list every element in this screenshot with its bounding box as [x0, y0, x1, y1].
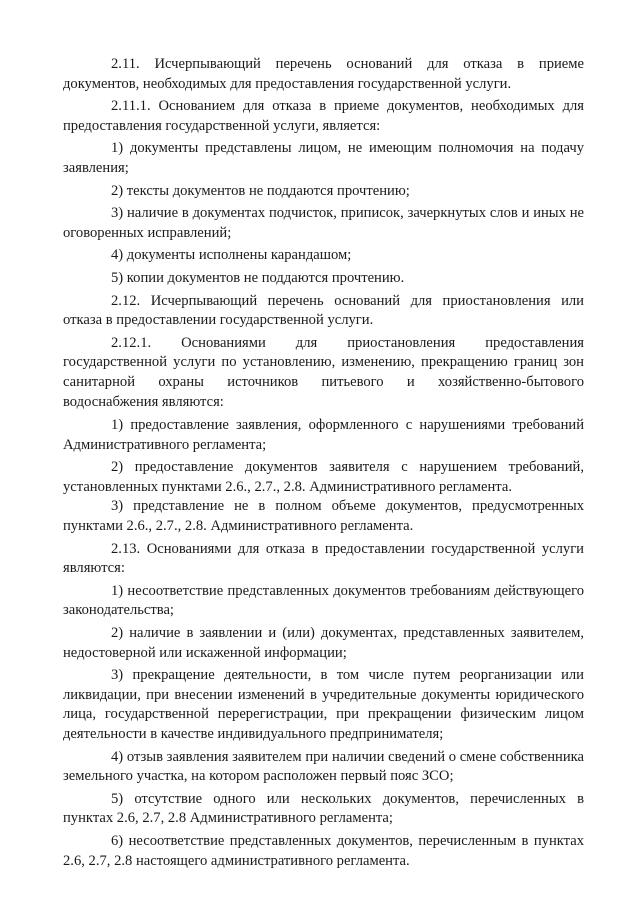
list-item-2-13-6: 6) несоответствие представленных документов, перечисленным в пунктах 2.6, 2.7, 2.8 настоящего административного регламента.: [63, 832, 584, 869]
section-2-13: 2.13. Основаниями для отказа в предоставлении государственной услуги являются:: [63, 540, 584, 577]
section-2-12: 2.12. Исчерпывающий перечень оснований для приостановления или отказа в предоставлении государственной услуги.: [63, 292, 584, 329]
list-item-2-11-1-4: 4) документы исполнены карандашом;: [111, 247, 352, 264]
list-item-2-11-1-5: 5) копии документов не поддаются прочтению.: [111, 269, 405, 286]
list-item-2-13-4: 4) отзыв заявления заявителем при наличии сведений о смене собственника земельного участка, на котором расположен первый пояс ЗСО;: [63, 748, 584, 785]
list-item-2-13-3: 3) прекращение деятельности, в том числе путем реорганизации или ликвидации, при внесении изменений в учредительные документы юридического лица, государственной перерегистрации, при прекращении физическим лицом деятельности в качестве индивидуального предпринимателя;: [63, 667, 584, 742]
list-item-2-13-1: 1) несоответствие представленных документов требованиям действующего законодательства;: [63, 582, 584, 619]
list-item-2-13-2: 2) наличие в заявлении и (или) документах, представленных заявителем, недостоверной или искаженной информации;: [63, 625, 584, 661]
list-item-2-11-1-2: 2) тексты документов не поддаются прочтению;: [111, 182, 410, 199]
section-2-11: 2.11. Исчерпывающий перечень оснований для отказа в приеме документов, необходимых для предоставления государственной услуги.: [63, 56, 584, 92]
list-item-2-13-5: 5) отсутствие одного или нескольких документов, перечисленных в пунктах 2.6, 2.7, 2.8 Административного регламента;: [63, 790, 584, 827]
list-item-2-12-1-1: 1) предоставление заявления, оформленного с нарушениями требований Административного регламента;: [63, 417, 584, 453]
list-item-2-11-1-1: 1) документы представлены лицом, не имеющим полномочия на подачу заявления;: [63, 140, 584, 176]
section-2-11-1: 2.11.1. Основанием для отказа в приеме документов, необходимых для предоставления государственной услуги, является:: [63, 98, 584, 134]
list-item-2-12-1-3: 3) представление не в полном объеме документов, предусмотренных пунктами 2.6., 2.7., 2.8. Административного регламента.: [63, 498, 584, 535]
list-item-2-11-1-3: 3) наличие в документах подчисток, приписок, зачеркнутых слов и иных не оговоренных исправлений;: [63, 205, 584, 241]
section-2-12-1: 2.12.1. Основаниями для приостановления предоставления государственной услуги по установлению, изменению, прекращению границ зон санитарной охраны источников питьевого и хозяйственно-бытового водоснабжения являются:: [63, 334, 584, 410]
list-item-2-12-1-2: 2) предоставление документов заявителя с нарушением требований, установленных пунктами 2.6., 2.7., 2.8. Административного регламента.: [63, 459, 584, 495]
